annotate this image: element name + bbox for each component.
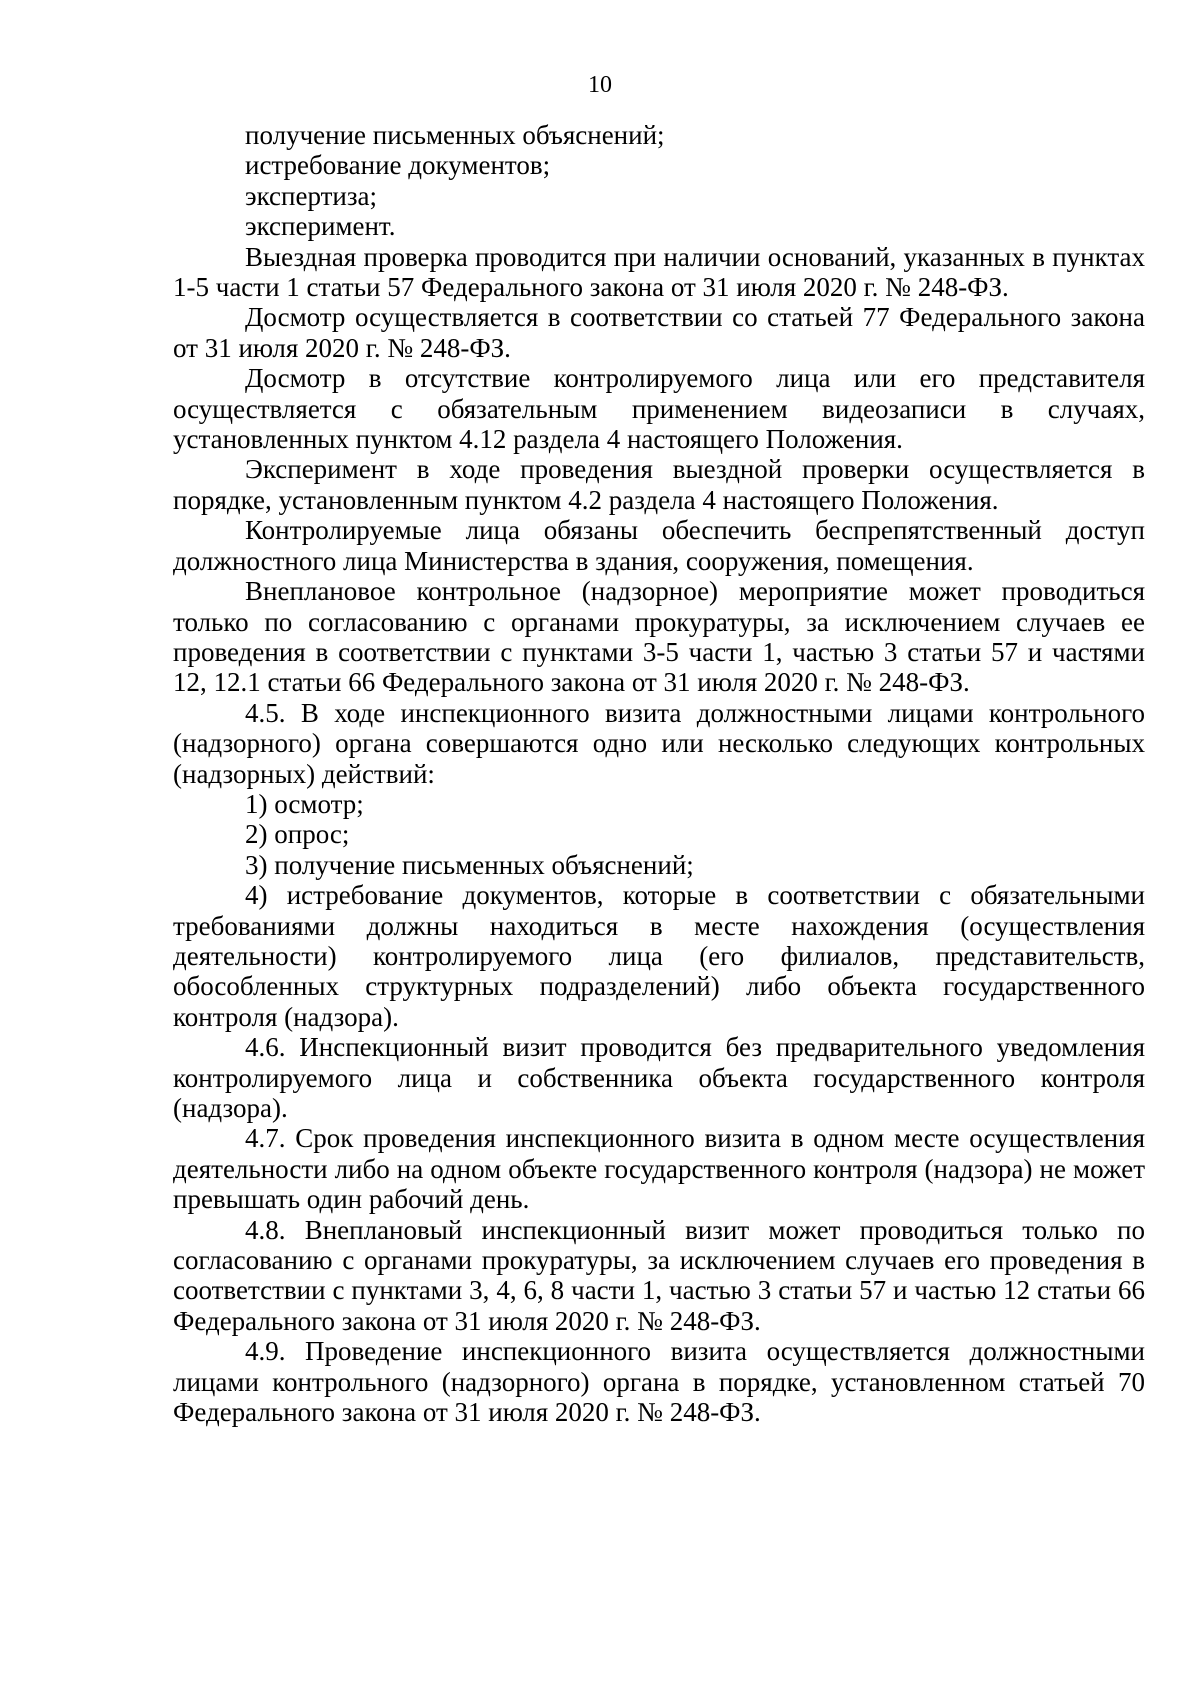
paragraph-section-4-8: 4.8. Внеплановый инспекционный визит может проводиться только по согласованию с органами прокуратуры, за исключением случаев его проведения в соответствии с пунктами 3, 4, 6, 8 части 1, частью 3 статьи 57 и частью 12 статьи 66 Федерального закона от 31 июля 2020 г. № 248-ФЗ.	[173, 1214, 1145, 1336]
paragraph: Досмотр в отсутствие контролируемого лица или его представителя осуществляется с обязательным применением видеозаписи в случаях, установленных пунктом 4.12 раздела 4 настоящего Положения.	[173, 363, 1145, 455]
paragraph: Досмотр осуществляется в соответствии со статьей 77 Федерального закона от 31 июля 2020 г. № 248-ФЗ.	[173, 302, 1145, 363]
paragraph-list-item: 1) осмотр;	[245, 788, 364, 819]
paragraph-section-4-9: 4.9. Проведение инспекционного визита осуществляется должностными лицами контрольного (надзорного) органа в порядке, установленном статьей 70 Федерального закона от 31 июля 2020 г. № 248-ФЗ.	[173, 1336, 1145, 1428]
paragraph: Внеплановое контрольное (надзорное) мероприятие может проводиться только по согласованию с органами прокуратуры, за исключением случаев ее проведения в соответствии с пунктами 3-5 части 1, частью 3 статьи 57 и частями 12, 12.1 статьи 66 Федерального закона от 31 июля 2020 г. № 248-ФЗ.	[173, 576, 1145, 698]
paragraph-list-item: 3) получение письменных объяснений;	[245, 849, 694, 880]
paragraph: Эксперимент в ходе проведения выездной проверки осуществляется в порядке, установленным пунктом 4.2 раздела 4 настоящего Положения.	[173, 454, 1145, 515]
paragraph: Контролируемые лица обязаны обеспечить беспрепятственный доступ должностного лица Министерства в здания, сооружения, помещения.	[173, 515, 1145, 576]
paragraph-list-item: экспертиза;	[245, 180, 377, 211]
paragraph-section-4-5: 4.5. В ходе инспекционного визита должностными лицами контрольного (надзорного) органа совершаются одно или несколько следующих контрольных (надзорных) действий:	[173, 697, 1145, 789]
paragraph-list-item: истребование документов;	[245, 150, 551, 181]
page-number: 10	[588, 72, 612, 98]
paragraph-section-4-7: 4.7. Срок проведения инспекционного визита в одном месте осуществления деятельности либо на одном объекте государственного контроля (надзора) не может превышать один рабочий день.	[173, 1123, 1145, 1215]
paragraph-list-item: 2) опрос;	[245, 819, 350, 850]
paragraph: Выездная проверка проводится при наличии оснований, указанных в пунктах 1-5 части 1 статьи 57 Федерального закона от 31 июля 2020 г. № 248-ФЗ.	[173, 241, 1145, 303]
paragraph-list-item: 4) истребование документов, которые в соответствии с обязательными требованиями должны находиться в месте нахождения (осуществления деятельности) контролируемого лица (его филиалов, представительств, обособленных структурных подразделений) либо объекта государственного контроля (надзора).	[173, 880, 1145, 1032]
document-body	[173, 120, 1145, 1427]
paragraph-list-item: эксперимент.	[245, 211, 396, 242]
paragraph-list-item: получение письменных объяснений;	[245, 120, 665, 150]
paragraph-section-4-6: 4.6. Инспекционный визит проводится без предварительного уведомления контролируемого лица и собственника объекта государственного контроля (надзора).	[173, 1032, 1145, 1123]
